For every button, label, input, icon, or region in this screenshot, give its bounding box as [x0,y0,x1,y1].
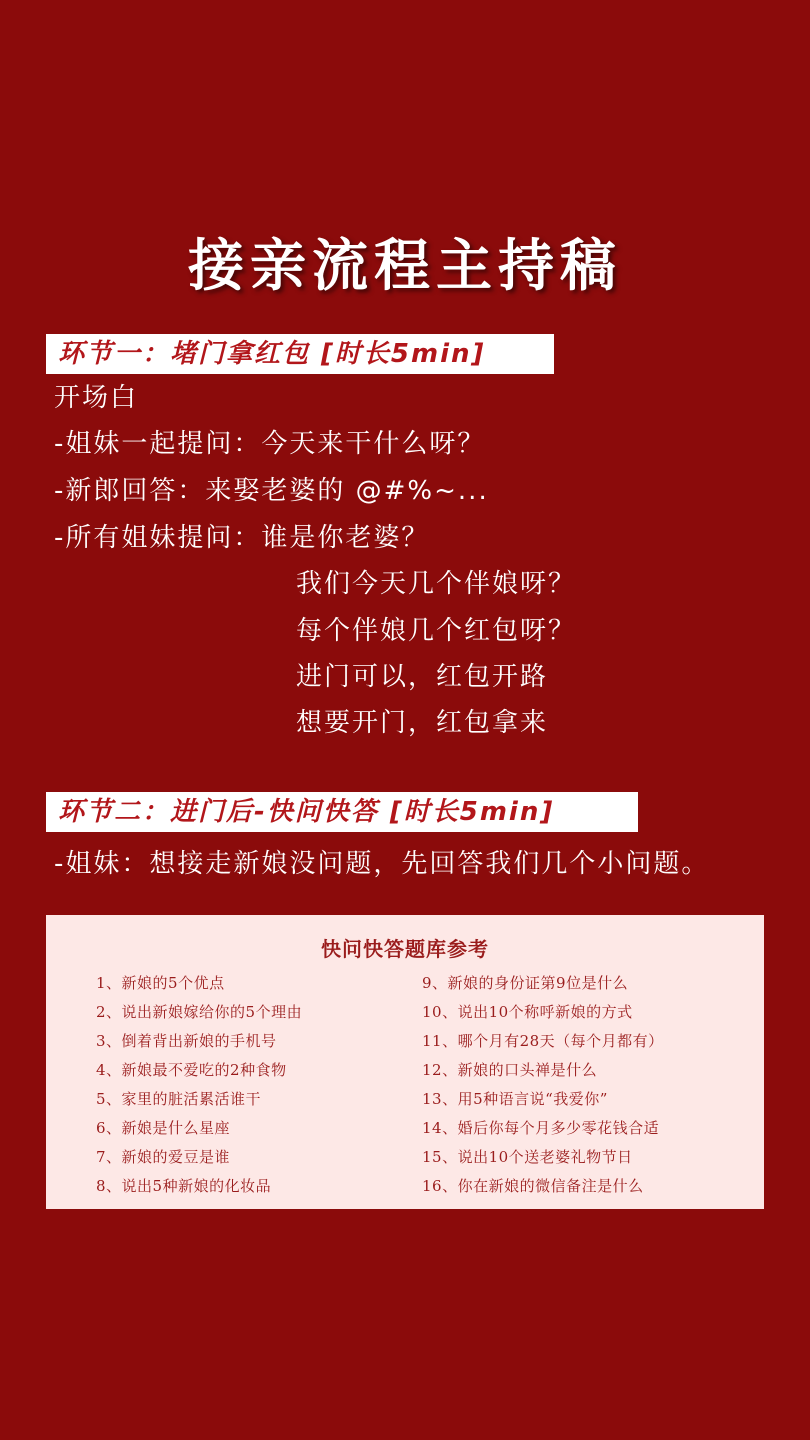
quiz-item: 12、新娘的口头禅是什么 [422,1061,598,1079]
sisters-intro-line: -姐妹：想接走新娘没问题，先回答我们几个小问题。 [54,849,710,879]
quiz-column-left [96,973,302,1205]
quiz-item: 16、你在新娘的微信备注是什么 [422,1177,644,1195]
opening-line: 开场白 [54,383,139,413]
groom-answer-line: -新郎回答：来娶老婆的 @#%~... [54,476,489,506]
quiz-item: 7、新娘的爱豆是谁 [96,1148,231,1166]
section-one-tag: 环节一：堵门拿红包 [时长5min] [46,334,554,374]
redpacket-count-line: 每个伴娘几个红包呀？ [296,616,577,646]
bridesmaid-count-line: 我们今天几个伴娘呀？ [296,569,577,599]
all-sisters-question-line: -所有姐妹提问：谁是你老婆？ [54,523,430,553]
quiz-item: 14、婚后你每个月多少零花钱合适 [422,1119,660,1137]
quiz-item: 13、用5种语言说“我爱你” [422,1090,608,1108]
quiz-item: 1、新娘的5个优点 [96,974,225,992]
quiz-panel [46,915,764,1209]
open-door-line: 想要开门，红包拿来 [296,708,549,738]
quiz-item: 10、说出10个称呼新娘的方式 [422,1003,633,1021]
quiz-item: 9、新娘的身份证第9位是什么 [422,974,629,992]
quiz-item: 15、说出10个送老婆礼物节日 [422,1148,633,1166]
quiz-item: 2、说出新娘嫁给你的5个理由 [96,1003,303,1021]
quiz-item: 11、哪个月有28天（每个月都有） [422,1032,664,1050]
quiz-item: 5、家里的脏活累活谁干 [96,1090,262,1108]
quiz-item: 3、倒着背出新娘的手机号 [96,1032,277,1050]
enter-door-line: 进门可以，红包开路 [296,662,549,692]
quiz-item: 4、新娘最不爱吃的2种食物 [96,1061,287,1079]
quiz-title: 快问快答题库参考 [321,937,489,961]
section-two-tag: 环节二：进门后-快问快答 [时长5min] [46,792,638,832]
quiz-item: 6、新娘是什么星座 [96,1119,231,1137]
sisters-question-line: -姐妹一起提问：今天来干什么呀？ [54,429,486,459]
quiz-column-right [422,973,664,1205]
page-title: 接亲流程主持稿 [188,234,622,299]
quiz-item: 8、说出5种新娘的化妆品 [96,1177,272,1195]
